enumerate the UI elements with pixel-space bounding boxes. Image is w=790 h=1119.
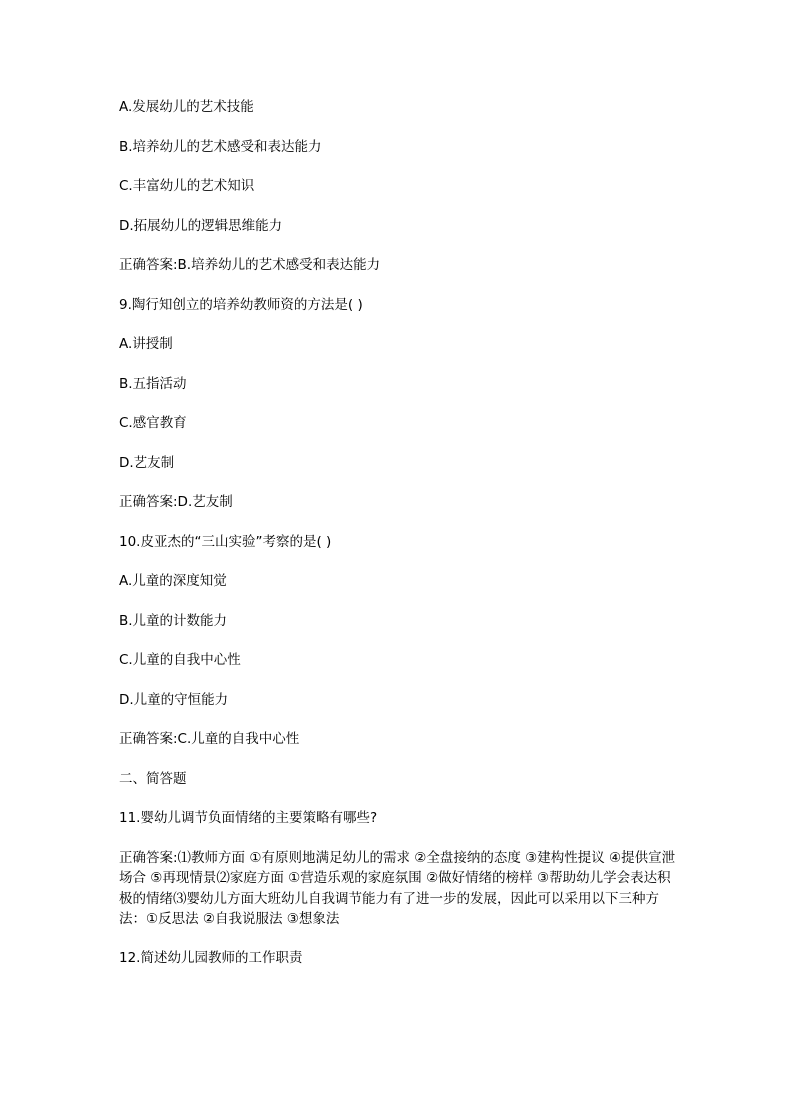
text-line: C.感官教育 — [119, 415, 187, 431]
text-line: 正确答案:D.艺友制 — [119, 494, 233, 510]
text-line: A.儿童的深度知觉 — [119, 573, 227, 589]
text-line: 正确答案:B.培养幼儿的艺术感受和表达能力 — [119, 257, 381, 273]
text-line: D.儿童的守恒能力 — [119, 691, 229, 708]
text-line: 10.皮亚杰的“三山实验”考察的是( ) — [119, 533, 332, 550]
question-12: 12.简述幼儿园教师的工作职责 — [119, 950, 303, 966]
text-line: A.讲授制 — [119, 336, 173, 352]
text-line: 二、简答题 — [119, 770, 187, 787]
text-line: 正确答案:C.儿童的自我中心性 — [119, 731, 300, 747]
text-line: D.拓展幼儿的逻辑思维能力 — [119, 217, 283, 234]
text-line: A.发展幼儿的艺术技能 — [119, 99, 254, 115]
answer-paragraph: 正确答案:⑴教师方面 ①有原则地满足幼儿的需求 ②全盘接纳的态度 ③建构性提议 ④提供宣泄场合 ⑤再现情景⑵家庭方面 ①营造乐观的家庭氛围 ②做好情绪的榜样 ③帮助幼儿学会表达积极的情绪⑶婴幼儿方面大班幼儿自我调节能力有了进一步的发展，因此可以采用以下三种方法：①反思法 ②自我说服法 ③想象法 — [119, 850, 676, 927]
text-line: B.五指活动 — [119, 375, 187, 392]
text-line: C.儿童的自我中心性 — [119, 652, 241, 668]
text-line: C.丰富幼儿的艺术知识 — [119, 178, 255, 194]
text-line: D.艺友制 — [119, 454, 175, 471]
text-line: B.儿童的计数能力 — [119, 612, 228, 629]
text-line: B.培养幼儿的艺术感受和表达能力 — [119, 138, 322, 155]
text-line: 11.婴幼儿调节负面情绪的主要策略有哪些? — [119, 810, 378, 826]
text-line: 9.陶行知创立的培养幼教师资的方法是( ) — [119, 296, 363, 313]
